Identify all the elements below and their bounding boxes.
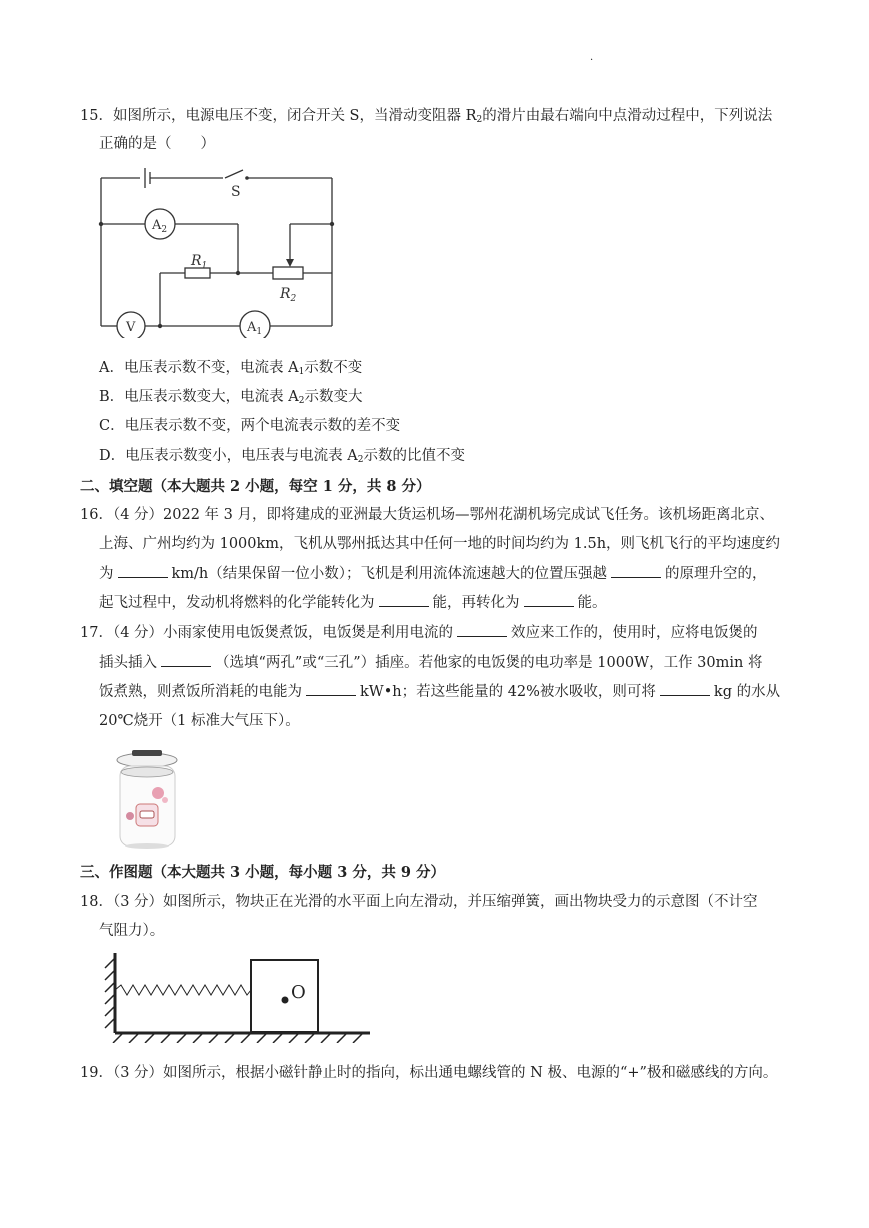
q18-line2: 气阻力）。 [99, 923, 165, 939]
point-o-label: O [291, 982, 306, 1003]
r1-label: $R_1$ [191, 253, 208, 271]
header-dot: . [590, 52, 594, 63]
q15-number: 15． [80, 108, 113, 124]
q18-spring-block-diagram [95, 948, 375, 1043]
q17-blank-2 [161, 652, 211, 667]
q16-line2: 上海、广州均约为 1000km，飞机从鄂州抵达其中任何一地的时间均约为 1.5h，则飞机飞行的平均速度约 [99, 536, 781, 552]
q16-blank-2 [611, 563, 661, 578]
rheostat-r2 [273, 267, 303, 279]
q17-blank-4 [660, 681, 710, 696]
ammeter-a2-label: $A_2$ [152, 218, 168, 235]
q17-blank-3 [306, 681, 356, 696]
center-point [282, 997, 289, 1004]
voltmeter-label: V [126, 320, 136, 335]
q15-option-b: B．电压表示数变大，电流表 $A_2$示数变大 [99, 389, 363, 406]
ammeter-a1-label: $A_1$ [247, 320, 263, 337]
block [251, 960, 318, 1032]
q16-line1: 16．（4 分）2022 年 3 月，即将建成的亚洲最大货运机场—鄂州花湖机场完成试飞任务。该机场距离北京、 [80, 507, 774, 523]
q15-option-c: C．电压表示数不变，两个电流表示数的差不变 [99, 418, 401, 434]
q17-line1: 17．（4 分）小雨家使用电饭煲煮饭，电饭煲是利用电流的 效应来工作的，使用时，应将电饭煲的 [80, 622, 758, 643]
q17-blank-1 [457, 622, 507, 637]
q16-line4: 起飞过程中，发动机将燃料的化学能转化为 能，再转化为 能。 [99, 592, 607, 613]
q15-option-a: A．电压表示数不变，电流表 $A_1$示数不变 [99, 360, 363, 377]
rice-cooker-image [110, 748, 185, 853]
section-fill-in-heading: 二、填空题（本大题共 2 小题，每空 1 分，共 8 分） [80, 478, 431, 495]
q17-line4: 20℃烧开（1 标准大气压下）。 [99, 713, 300, 729]
switch-blade [225, 170, 243, 178]
slider-arrow [286, 259, 294, 267]
q15-stem-line2: 正确的是（ ） [99, 136, 215, 152]
q17-line3: 饭煮熟，则煮饭所消耗的电能为 kW•h；若这些能量的 42%被水吸收，则可将 kg 的水从 [99, 681, 780, 702]
q18-line1: 18．（3 分）如图所示，物块正在光滑的水平面上向左滑动，并压缩弹簧，画出物块受力的示意图（不计空 [80, 894, 758, 910]
section-drawing-heading: 三、作图题（本大题共 3 小题，每小题 3 分，共 9 分） [80, 864, 446, 881]
q17-line2: 插头插入 （选填“两孔”或“三孔”）插座。若他家的电饭煲的电功率是 1000W，工作 30min 将 [99, 652, 762, 673]
switch-label: S [231, 184, 241, 200]
q15-stem-line1: 15．如图所示，电源电压不变，闭合开关 S，当滑动变阻器 $R_2$的滑片由最右端向中点滑动过程中，下列说法 [80, 108, 773, 125]
q16-line3: 为 km/h（结果保留一位小数）；飞机是利用流体流速越大的位置压强越 的原理升空的， [99, 563, 767, 584]
q16-blank-4 [524, 592, 574, 607]
q15-circuit-diagram [95, 163, 345, 338]
q19-line1: 19．（3 分）如图所示，根据小磁针静止时的指向，标出通电螺线管的 N 极、电源的“+”极和磁感线的方向。 [80, 1065, 778, 1081]
r2-label: $R_2$ [280, 286, 297, 304]
q15-option-d: D．电压表示数变小，电压表与电流表 $A_2$示数的比值不变 [99, 448, 465, 465]
q16-blank-1 [118, 563, 168, 578]
q16-blank-3 [379, 592, 429, 607]
spring [115, 985, 251, 995]
junction-dots [99, 176, 334, 328]
